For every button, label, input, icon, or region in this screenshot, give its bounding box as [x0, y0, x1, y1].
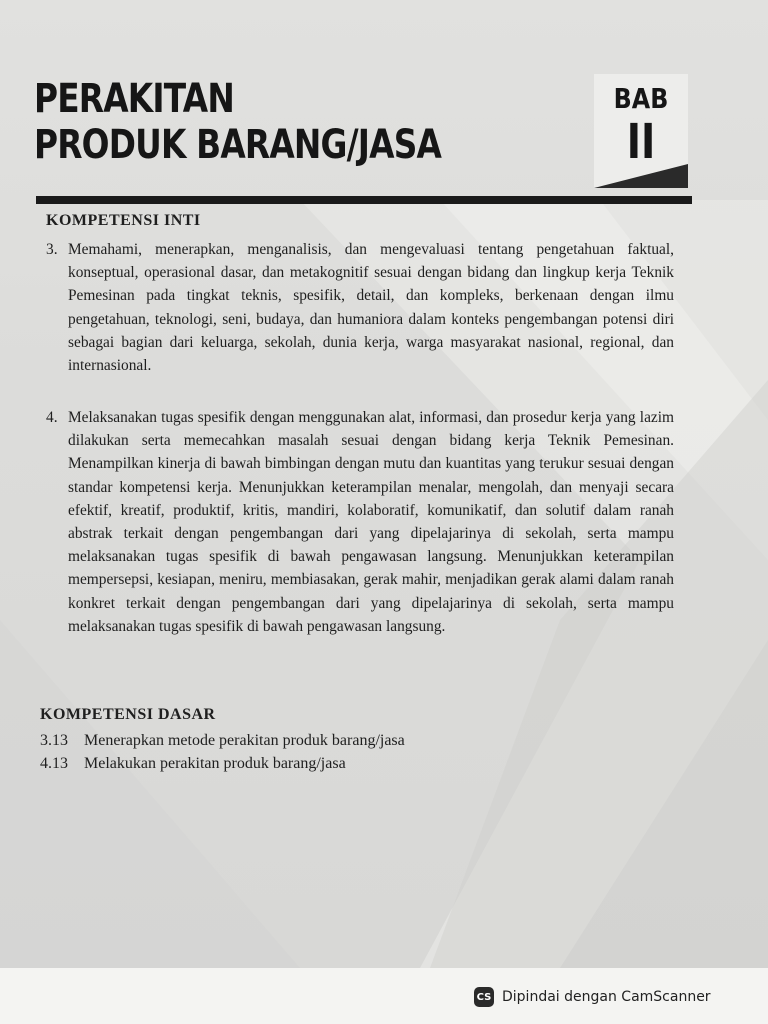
kd-code: 4.13	[40, 755, 68, 772]
chapter-title-line1: PERAKITAN	[34, 76, 234, 122]
kompetensi-inti-item-3	[46, 238, 674, 377]
item-number: 3.	[46, 241, 58, 258]
item-number: 4.	[46, 409, 58, 426]
chapter-title-line2: PRODUK BARANG/JASA	[34, 122, 442, 168]
kompetensi-dasar-item	[40, 753, 640, 775]
kd-text: Melakukan perakitan produk barang/jasa	[84, 755, 346, 772]
item-text: Memahami, menerapkan, menganalisis, dan mengevaluasi tentang pengetahuan faktual, konseptual, operasional dasar, dan metakognitif sesuai dengan bidang dan lingkup kerja Teknik Pemesinan pada tingkat teknis, spesifik, detail, dan kompleks, berkenaan dengan ilmu pengetahuan, teknologi, seni, budaya, dan humaniora dalam konteks pengembangan potensi diri sebagai bagian dari keluarga, sekolah, dunia kerja, warga masyarakat nasional, regional, dan internasional.	[68, 241, 674, 375]
chapter-badge	[594, 74, 688, 188]
kompetensi-dasar-heading: KOMPETENSI DASAR	[40, 706, 216, 723]
item-text: Melaksanakan tugas spesifik dengan menggunakan alat, informasi, dan prosedur kerja yang lazim dilakukan serta memecahkan masalah sesuai dengan bidang kerja Teknik Pemesinan. Menampilkan kinerja di bawah bimbingan dengan mutu dan kuantitas yang terukur sesuai dengan standar kompetensi kerja. Menunjukkan keterampilan menalar, mengolah, dan menyaji secara efektif, kreatif, produktif, kritis, mandiri, kolaboratif, komunikatif, dan solutif dalam ranah abstrak terkait dengan pengembangan dari yang dipelajarinya di sekolah, serta mampu melaksanakan tugas spesifik di bawah pengawasan langsung. Menunjukkan keterampilan mempersepsi, kesiapan, meniru, membiasakan, gerak mahir, menjadikan gerak alami dalam ranah konkret terkait dengan pengembangan dari yang dipelajarinya di sekolah, serta mampu melaksanakan tugas spesifik di bawah pengawasan langsung.	[68, 409, 674, 635]
kompetensi-dasar-item	[40, 730, 640, 752]
scanner-watermark	[474, 983, 756, 1011]
kompetensi-inti-heading: KOMPETENSI INTI	[46, 212, 201, 229]
kd-code: 3.13	[40, 732, 68, 749]
kd-text: Menerapkan metode perakitan produk barang/jasa	[84, 732, 405, 749]
bab-number: II	[626, 114, 656, 170]
watermark-label: Dipindai dengan CamScanner	[502, 989, 711, 1005]
camscanner-logo-icon: CS	[474, 987, 494, 1007]
title-rule	[36, 196, 692, 204]
bab-label: BAB	[613, 82, 669, 115]
chapter-title	[34, 76, 441, 168]
kompetensi-inti-item-4	[46, 406, 674, 638]
